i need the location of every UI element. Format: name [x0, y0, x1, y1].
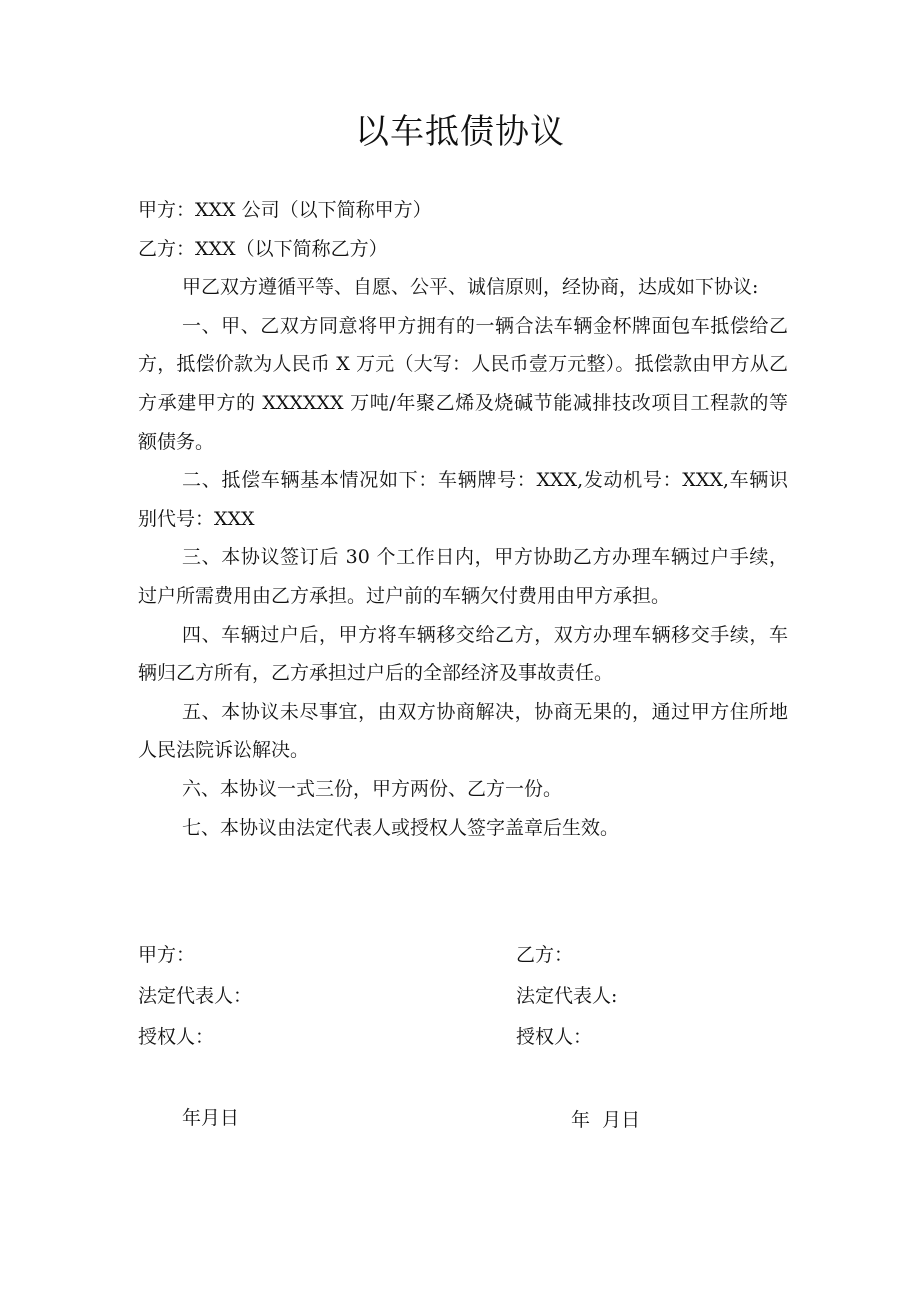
clause-2: 二、抵偿车辆基本情况如下：车辆牌号：XXX,发动机号：XXX,车辆识别代号：XXX — [138, 469, 788, 530]
party-a-signature-label: 甲方： — [138, 944, 196, 966]
clause-6: 六、本协议一式三份，甲方两份、乙方一份。 — [182, 777, 563, 800]
clause-5: 五、本协议未尽事宜，由双方协商解决，协商无果的，通过甲方住所地人民法院诉讼解决。 — [138, 700, 788, 762]
party-b-line: 乙方：XXX（以下简称乙方） — [138, 237, 388, 260]
party-b-legal-rep-label: 法定代表人: — [516, 985, 618, 1007]
clause-7: 七、本协议由法定代表人或授权人签字盖章后生效。 — [182, 816, 620, 839]
clause-3: 三、本协议签订后 30 个工作日内，甲方协助乙方办理车辆过户手续，过户所需费用由乙方承担。过户前的车辆欠付费用由甲方承担。 — [138, 546, 788, 607]
party-a-date: 年月日 — [182, 1107, 240, 1129]
party-a-authorized-label: 授权人： — [138, 1026, 215, 1048]
document-body — [138, 191, 788, 847]
party-b-signature-label: 乙方： — [516, 944, 574, 966]
party-b-authorized-label: 授权人： — [516, 1026, 593, 1048]
preamble: 甲乙双方遵循平等、自愿、公平、诚信原则，经协商，达成如下协议: — [182, 276, 759, 299]
clause-1: 一、甲、乙双方同意将甲方拥有的一辆合法车辆金杯牌面包车抵偿给乙方，抵偿价款为人民币 X 万元（大写：人民币壹万元整）。抵偿款由甲方从乙方承建甲方的 XXXXXX 万吨/年聚乙烯及烧碱节能减排技改项目工程款的等额债务。 — [138, 314, 788, 453]
party-a-line: 甲方：XXX 公司（以下简称甲方） — [138, 199, 432, 221]
clause-4: 四、车辆过户后，甲方将车辆移交给乙方，双方办理车辆移交手续，车辆归乙方所有，乙方承担过户后的全部经济及事故责任。 — [138, 623, 788, 685]
party-b-date: 年 月日 — [571, 1109, 641, 1131]
document-title: 以车抵债协议 — [355, 112, 565, 152]
party-a-legal-rep-label: 法定代表人： — [138, 985, 253, 1007]
